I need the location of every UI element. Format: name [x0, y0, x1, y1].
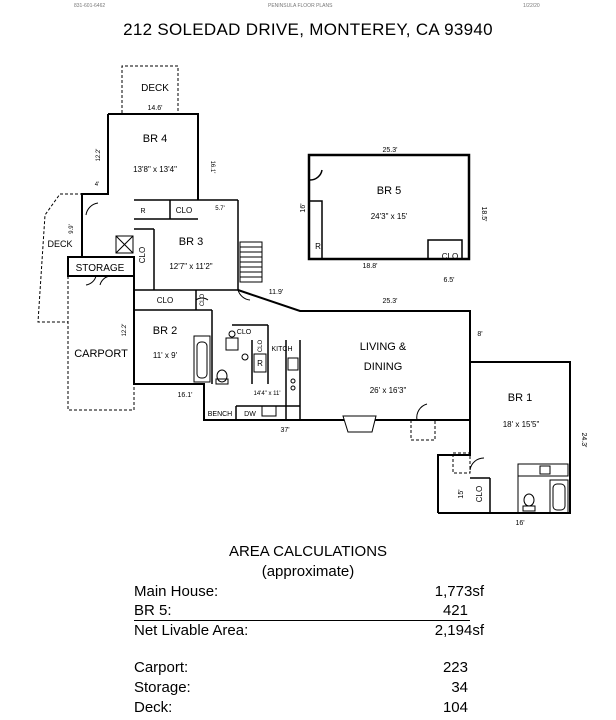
br3-size: 12'7" x 11'2" — [169, 262, 213, 271]
area-row-net-livable — [134, 622, 484, 640]
area-row-label: Net Livable Area: — [134, 622, 249, 639]
area-heading: AREA CALCULATIONS — [228, 543, 388, 560]
area-row-label: BR 5: — [134, 602, 172, 619]
area-row-carport — [134, 659, 484, 677]
bench-label: BENCH — [207, 411, 233, 418]
dim-25-3-main: 25.3' — [382, 298, 398, 305]
page-title: 212 SOLEDAD DRIVE, MONTEREY, CA 93940 — [123, 20, 493, 39]
br2-clo-small: CLO — [200, 293, 206, 307]
area-row-value: 421 — [442, 602, 468, 619]
area-subheading: (approximate) — [261, 563, 355, 580]
br1-bath-fixtures — [518, 464, 568, 513]
br1-dim-clo: 15' — [458, 489, 465, 499]
dim-9-9: 9.9' — [69, 224, 75, 234]
deck-top-width: 14.6' — [147, 105, 163, 112]
br1-dim-bottom: 16' — [515, 520, 525, 527]
dw-label: DW — [244, 411, 256, 418]
header-date: 1/22/20 — [523, 3, 540, 9]
br5-r-label: R — [315, 242, 321, 251]
dim-8: 8' — [477, 331, 483, 338]
br4-dim-left: 12.2' — [96, 148, 102, 162]
br1-name: BR 1 — [507, 392, 533, 404]
br2-size: 11' x 9' — [152, 351, 178, 360]
br5-name: BR 5 — [376, 185, 402, 197]
clo-bath: CLO — [258, 339, 264, 353]
area-row-label: Carport: — [134, 659, 189, 676]
br5-dim-right: 18.5' — [480, 206, 487, 222]
area-row-value: 1,773sf — [434, 583, 484, 600]
stairs — [240, 242, 262, 282]
br4-r-label: R — [140, 208, 146, 215]
area-row-label: Storage: — [134, 679, 191, 696]
area-row-value: 34 — [451, 679, 468, 696]
br5-dim-clo: 6.5' — [443, 277, 455, 284]
fireplace — [343, 416, 376, 432]
area-row-value: 104 — [442, 699, 468, 716]
br4-name: BR 4 — [142, 133, 168, 145]
br4-size: 13'8" x 13'4" — [133, 165, 177, 174]
br2-clo: CLO — [156, 296, 174, 305]
area-row-storage — [134, 679, 484, 697]
br5-clo: CLO — [441, 252, 459, 261]
br3-clo: CLO — [138, 246, 147, 264]
header-company: PENINSULA FLOOR PLANS — [268, 3, 333, 9]
kitchen-size: 14'4" x 11' — [253, 391, 281, 397]
br1-dim-right: 24.3' — [580, 432, 587, 448]
header-phone: 831-601-6462 — [74, 3, 106, 9]
r-kitchen: R — [257, 359, 263, 368]
br5-dim-left: 16' — [300, 203, 307, 213]
dim-11-9: 11.9' — [268, 289, 284, 296]
area-row-value: 223 — [442, 659, 468, 676]
dim-37: 37' — [280, 427, 290, 434]
carport-outline — [68, 276, 134, 410]
br4-clo: CLO — [175, 206, 193, 215]
br1-clo: CLO — [475, 485, 484, 503]
area-row-label: Main House: — [134, 583, 219, 600]
area-divider — [134, 620, 470, 621]
br3-name: BR 3 — [178, 236, 204, 248]
living-line2: DINING — [363, 361, 403, 373]
carport-label: CARPORT — [74, 348, 128, 360]
deck-left-label: DECK — [47, 239, 73, 249]
dim-4: 4' — [94, 182, 100, 188]
br2-name: BR 2 — [152, 325, 178, 337]
storage-label: STORAGE — [75, 263, 125, 274]
living-line1: LIVING & — [359, 341, 407, 353]
br5-dim-bottom: 18.8' — [362, 263, 378, 270]
bath-fixtures — [194, 331, 298, 416]
br5-walls — [309, 155, 469, 259]
br4-dim-right: 16.1' — [209, 160, 215, 174]
br5-size: 24'3" x 15' — [370, 212, 408, 221]
br2-dim-left: 12.2' — [122, 323, 128, 337]
br5-dim-top: 25.3' — [382, 147, 398, 154]
clo-kitchen: CLO — [236, 329, 252, 336]
area-row-value: 2,194sf — [434, 622, 484, 639]
deck-top-label: DECK — [141, 83, 169, 94]
area-row-main-house — [134, 583, 484, 601]
area-row-deck — [134, 699, 484, 717]
br1-size: 18' x 15'5" — [502, 420, 540, 429]
area-row-br5 — [134, 602, 484, 620]
living-size: 26' x 16'3" — [369, 386, 407, 395]
kitchen-label: KITCH — [271, 346, 293, 353]
dim-5-7: 5.7' — [215, 206, 225, 212]
area-row-label: Deck: — [134, 699, 173, 716]
br2-dim-bottom: 16.1' — [177, 392, 193, 399]
